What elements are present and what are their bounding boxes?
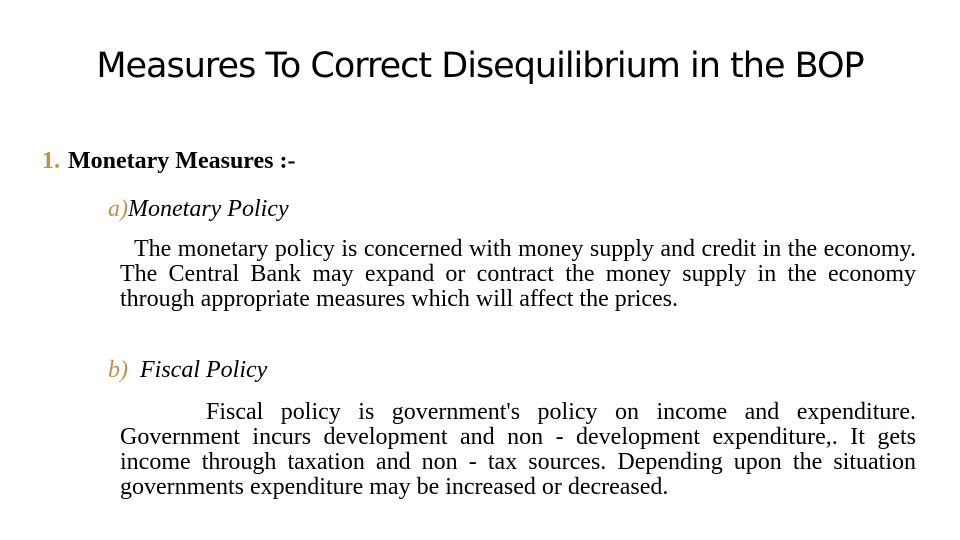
section-number: 1. <box>42 148 60 174</box>
subheading-fiscal-policy <box>108 357 267 384</box>
subheading-marker-a: a) <box>108 196 128 222</box>
paragraph-monetary-policy: The monetary policy is concerned with money supply and credit in the economy. The Central Bank may expand or contract the money supply in the economy through appropriate measures which will affect the prices. <box>120 236 916 312</box>
paragraph-fiscal-policy: Fiscal policy is government's policy on income and expenditure. Government incurs development and non - development expenditure,. It gets income through taxation and non - tax sources. Depending upon the situation governments expenditure may be increased or decreased. <box>120 399 916 500</box>
subheading-text-b: Fiscal Policy <box>140 357 268 383</box>
section-heading <box>42 148 295 175</box>
section-heading-text: Monetary Measures :- <box>68 148 296 174</box>
subheading-text-a: Monetary Policy <box>128 196 289 222</box>
subheading-monetary-policy <box>108 196 289 223</box>
subheading-marker-b: b) <box>108 357 128 383</box>
slide-title: Measures To Correct Disequilibrium in the BOP <box>96 46 864 86</box>
